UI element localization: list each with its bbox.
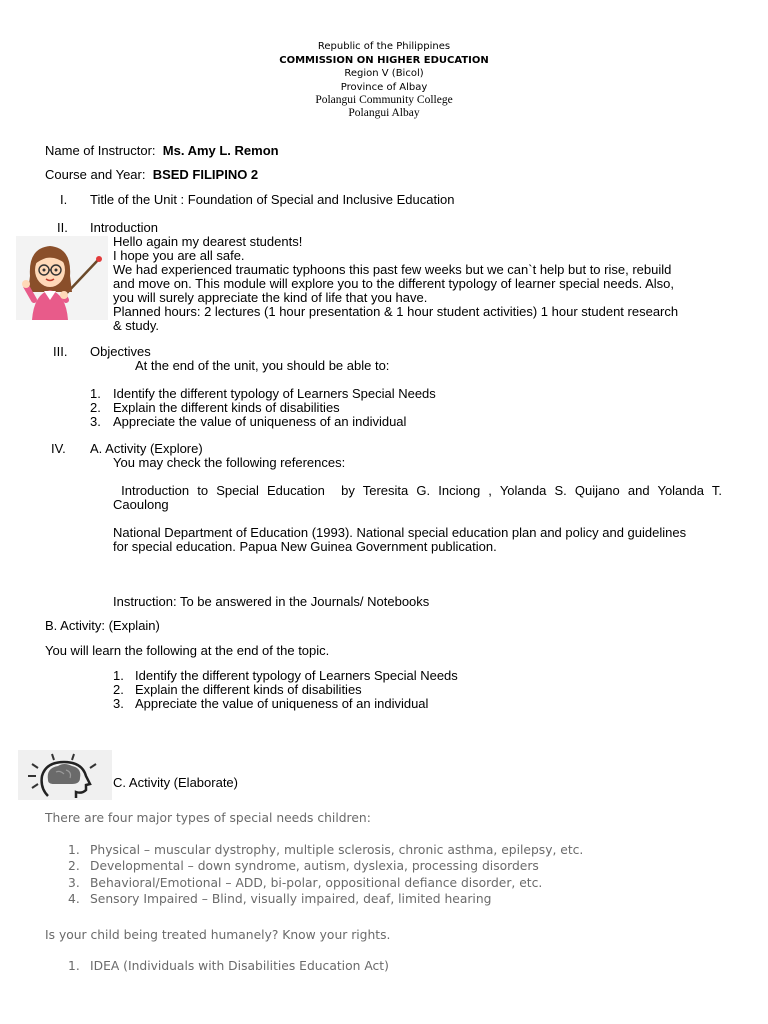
course-label: Course and Year: xyxy=(45,167,146,182)
b-item-2-number: 2. xyxy=(113,682,124,697)
header-region: Region V (Bicol) xyxy=(344,68,424,79)
c-intro: There are four major types of special needs children: xyxy=(45,811,371,825)
header-town: Polangui Albay xyxy=(348,107,420,119)
header-province: Province of Albay xyxy=(340,82,428,93)
intro-line-6: Planned hours: 2 lectures (1 hour presentation & 1 hour student activities) 1 hour student research xyxy=(113,304,679,319)
c-item-2-text: Developmental – down syndrome, autism, dyslexia, processing disorders xyxy=(90,859,539,873)
rights-item-1-number: 1. xyxy=(68,959,80,973)
objective-3-text: Appreciate the value of uniqueness of an individual xyxy=(113,414,407,429)
objective-2-number: 2. xyxy=(90,400,101,415)
objective-1-text: Identify the different typology of Learners Special Needs xyxy=(113,386,436,401)
b-item-3-text: Appreciate the value of uniqueness of an individual xyxy=(135,696,429,711)
intro-line-4: and move on. This module will explore you to the different typology of learner special needs. Also, xyxy=(113,276,675,291)
section-4-title: A. Activity (Explore) xyxy=(90,441,203,456)
b-item-1-number: 1. xyxy=(113,668,124,683)
reference-1-line-1: Introduction to Special Education by Teresita G. Inciong , Yolanda S. Quijano and Yolanda T. xyxy=(113,483,722,498)
activity-c-title: C. Activity (Elaborate) xyxy=(113,775,238,790)
intro-line-3: We had experienced traumatic typhoons this past few weeks but we can`t help but to rise, rebuild xyxy=(113,262,672,277)
reference-2-line-2: for special education. Papua New Guinea Government publication. xyxy=(113,539,497,554)
intro-line-7: & study. xyxy=(113,318,160,333)
course-line xyxy=(45,168,258,182)
intro-line-2: I hope you are all safe. xyxy=(113,248,245,263)
section-3-title: Objectives xyxy=(90,344,151,359)
c-item-1-number: 1. xyxy=(68,843,80,857)
section-3-number: III. xyxy=(53,344,68,359)
b-item-3-number: 3. xyxy=(113,696,124,711)
c-item-2-number: 2. xyxy=(68,859,80,873)
objectives-intro: At the end of the unit, you should be able to: xyxy=(135,358,390,373)
b-item-1-text: Identify the different typology of Learners Special Needs xyxy=(135,668,458,683)
section-1-title: Title of the Unit : Foundation of Special and Inclusive Education xyxy=(90,192,455,207)
instructor-line xyxy=(45,144,279,158)
instructor-value: Ms. Amy L. Remon xyxy=(162,143,279,158)
header-commission: COMMISSION ON HIGHER EDUCATION xyxy=(279,55,489,66)
c-item-3-number: 3. xyxy=(68,876,80,890)
b-item-2-text: Explain the different kinds of disabilities xyxy=(135,682,362,697)
section-2-title: Introduction xyxy=(90,220,158,235)
intro-line-1: Hello again my dearest students! xyxy=(113,234,303,249)
c-item-4-text: Sensory Impaired – Blind, visually impaired, deaf, limited hearing xyxy=(90,892,492,906)
instructor-label: Name of Instructor: xyxy=(45,143,156,158)
objective-3-number: 3. xyxy=(90,414,101,429)
section-4-number: IV. xyxy=(51,441,66,456)
header-republic: Republic of the Philippines xyxy=(317,41,451,52)
activity-b-title: B. Activity: (Explain) xyxy=(45,618,160,633)
teacher-pointer-icon xyxy=(16,236,108,320)
section-2-number: II. xyxy=(57,220,68,235)
header-college: Polangui Community College xyxy=(315,94,453,106)
intro-line-5: you will surely appreciate the kind of life that you have. xyxy=(113,290,428,305)
c-item-4-number: 4. xyxy=(68,892,80,906)
reference-2-line-1: National Department of Education (1993). National special education plan and policy and guidelines xyxy=(113,525,687,540)
section-1-number: I. xyxy=(60,192,68,207)
head-brain-icon xyxy=(18,750,112,800)
rights-item-1-text: IDEA (Individuals with Disabilities Education Act) xyxy=(90,959,389,973)
rights-question: Is your child being treated humanely? Know your rights. xyxy=(45,928,391,942)
objective-1-number: 1. xyxy=(90,386,101,401)
c-item-1-text: Physical – muscular dystrophy, multiple sclerosis, chronic asthma, epilepsy, etc. xyxy=(90,843,584,857)
reference-1-line-2: Caoulong xyxy=(113,497,169,512)
activity-b-intro: You will learn the following at the end of the topic. xyxy=(45,643,330,658)
references-intro: You may check the following references: xyxy=(113,455,346,470)
objective-2-text: Explain the different kinds of disabilities xyxy=(113,400,340,415)
instruction-line: Instruction: To be answered in the Journals/ Notebooks xyxy=(113,594,430,609)
course-value: BSED FILIPINO 2 xyxy=(152,167,259,182)
c-item-3-text: Behavioral/Emotional – ADD, bi-polar, oppositional defiance disorder, etc. xyxy=(90,876,543,890)
